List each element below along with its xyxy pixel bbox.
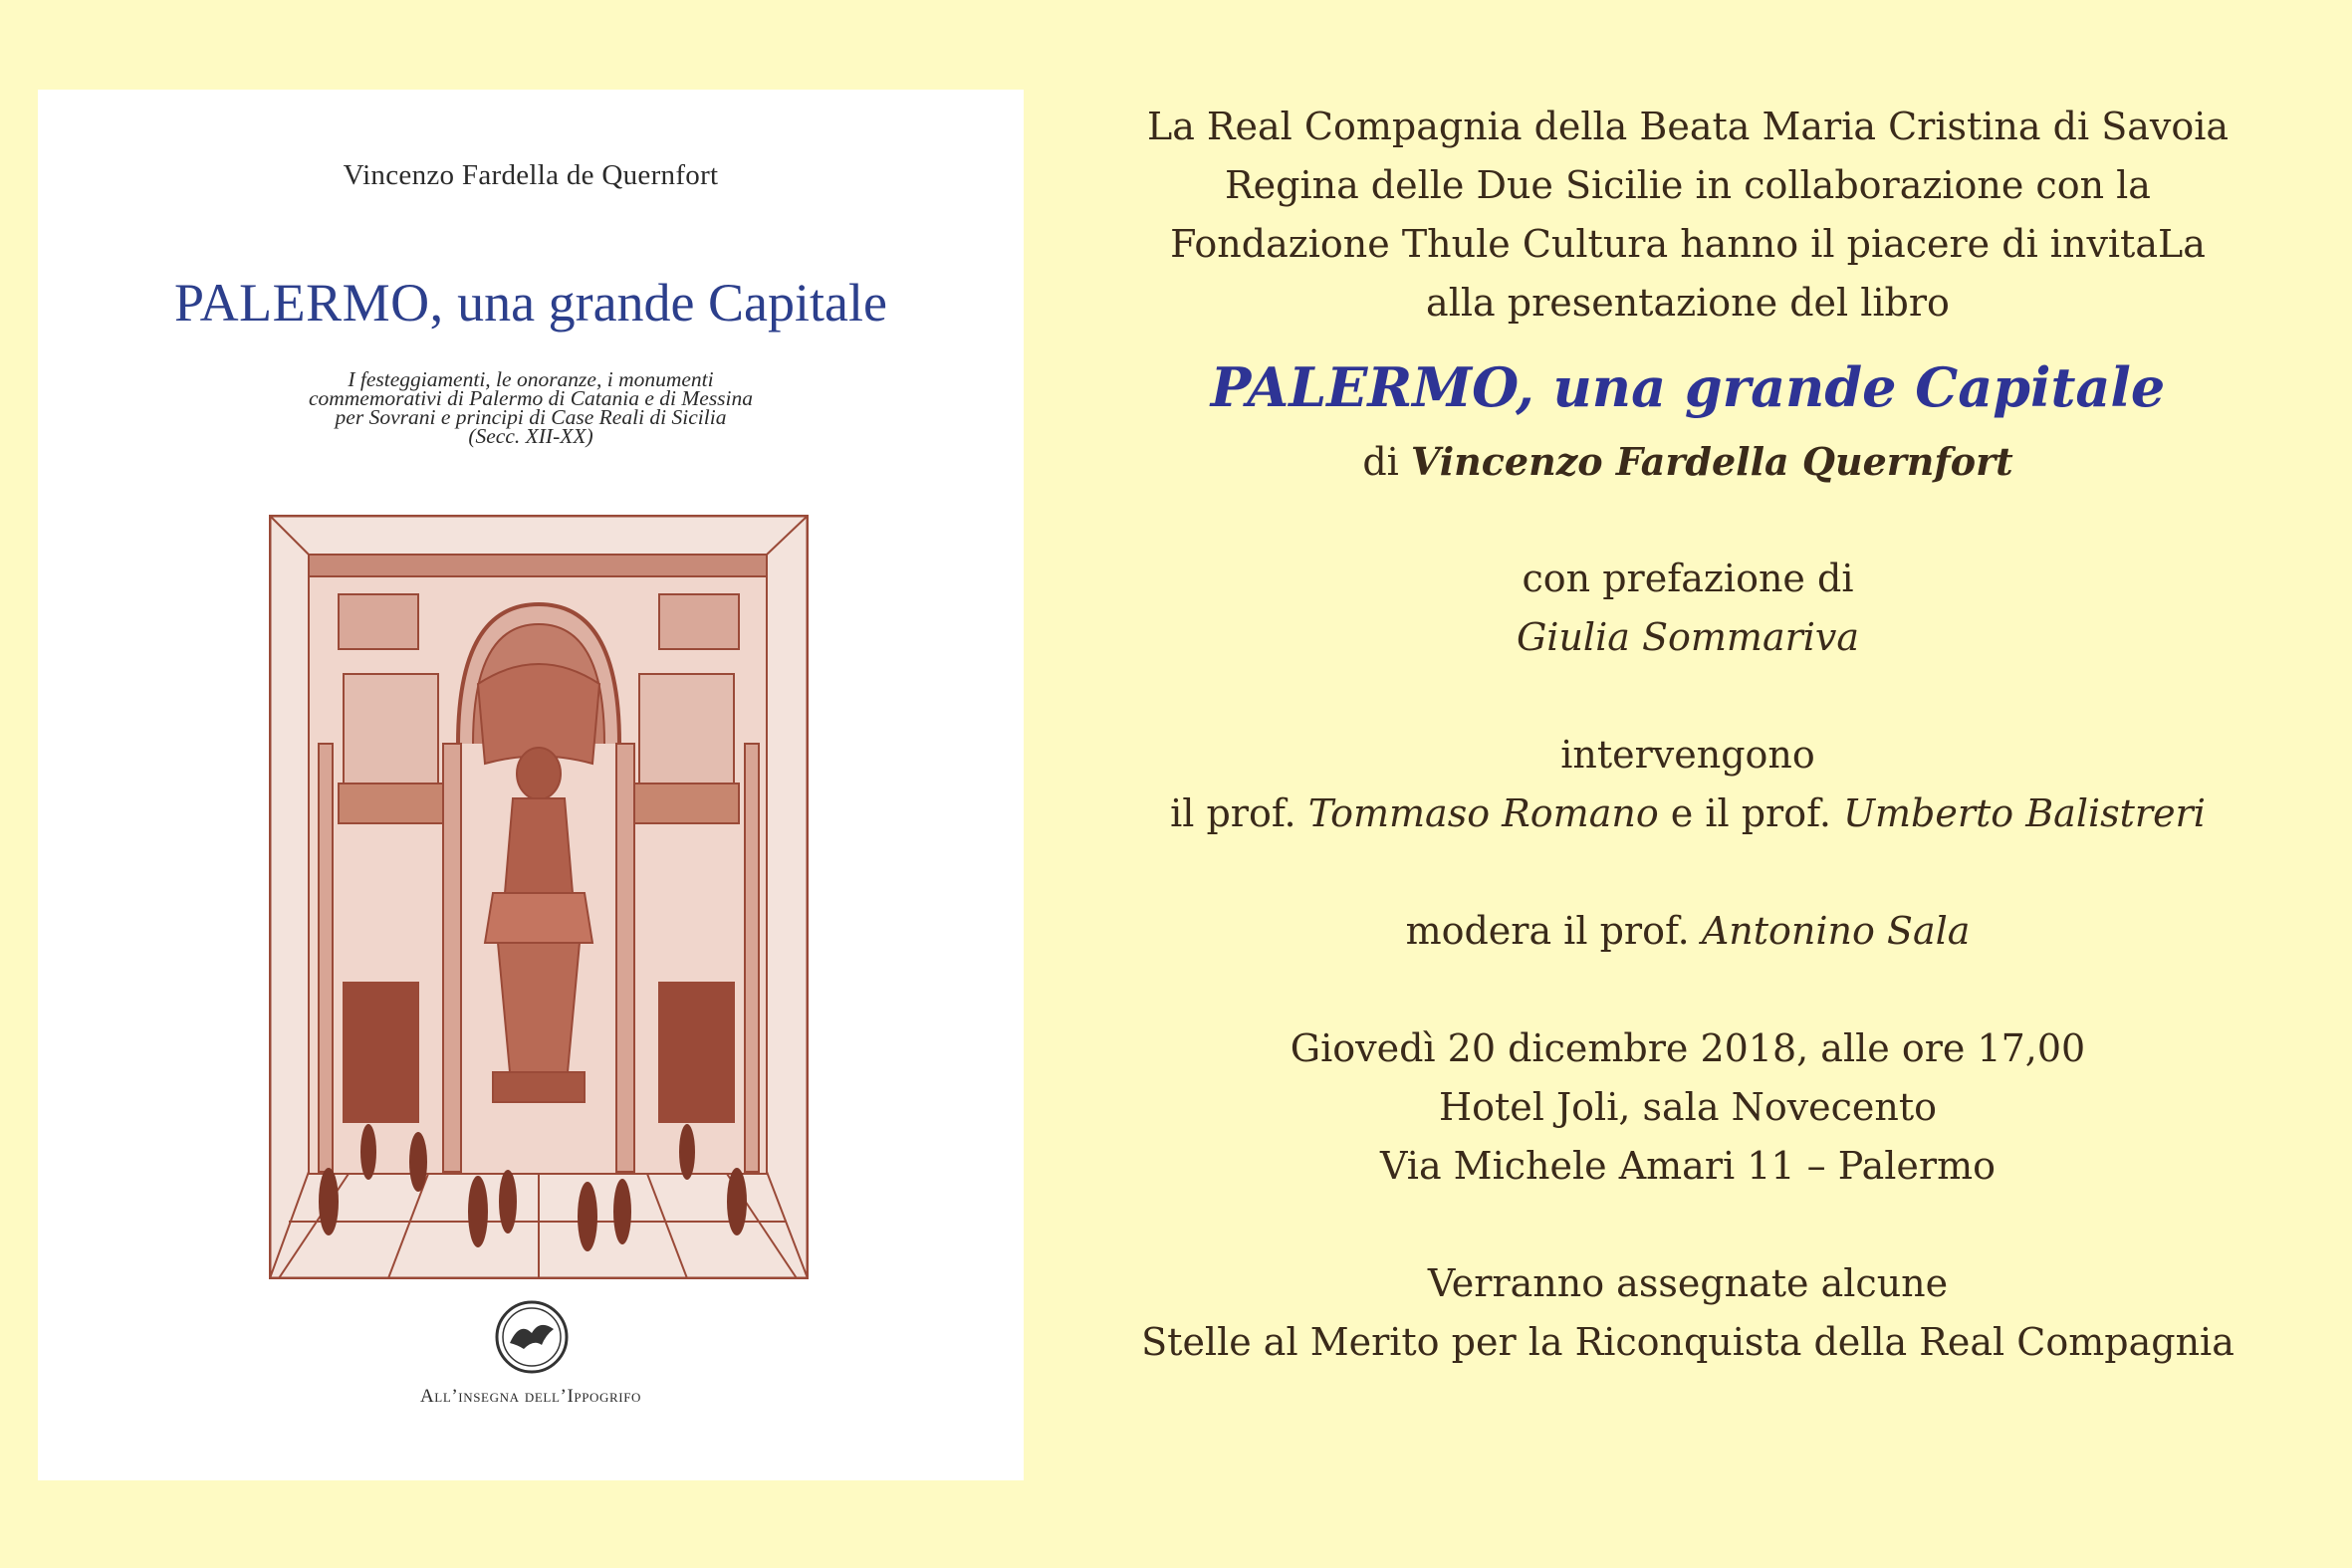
speaker-prefix: e il prof. xyxy=(1658,791,1843,835)
closing-line: Verranno assegnate alcune xyxy=(1427,1261,1949,1305)
moderator-name: Antonino Sala xyxy=(1701,909,1971,953)
cover-subtitle-line: commemorativi di Palermo di Catania e di Messina xyxy=(308,386,754,410)
cover-subtitle xyxy=(38,367,1024,448)
speakers-label: intervengono xyxy=(1560,733,1815,777)
author-line xyxy=(1046,432,2330,491)
intro-line: La Real Compagnia della Beata Maria Cristina di Savoia xyxy=(1146,105,2230,148)
event-venue: Hotel Joli, sala Novecento xyxy=(1438,1085,1938,1129)
publisher-logo xyxy=(494,1299,570,1375)
book-cover xyxy=(38,90,1024,1480)
event-address: Via Michele Amari 11 – Palermo xyxy=(1380,1144,1996,1188)
speaker-prefix: il prof. xyxy=(1170,791,1308,835)
speaker-name: Umberto Balistreri xyxy=(1842,791,2206,835)
cover-title xyxy=(38,272,1024,334)
preface-label: con prefazione di xyxy=(1522,557,1854,600)
cover-subtitle-line: I festeggiamenti, le onoranze, i monumenti xyxy=(348,367,714,391)
cover-title-caps: PALERMO, xyxy=(174,273,444,333)
cover-author: Vincenzo Fardella de Quernfort xyxy=(343,159,719,191)
cover-subtitle-line: (Secc. XII-XX) xyxy=(468,424,593,448)
speaker-name: Tommaso Romano xyxy=(1307,791,1659,835)
author-prefix: di xyxy=(1362,440,1411,484)
intro-line: Fondazione Thule Cultura hanno il piacere di invitaLa xyxy=(1170,222,2206,266)
book-title: PALERMO, una grande Capitale xyxy=(1210,355,2166,419)
book-author: Vincenzo Fardella Quernfort xyxy=(1410,439,2013,484)
preface-author: Giulia Sommariva xyxy=(1516,615,1860,659)
event-date: Giovedì 20 dicembre 2018, alle ore 17,00 xyxy=(1290,1026,2086,1070)
cover-publisher: All’insegna dell’Ippogrifo xyxy=(419,1386,642,1407)
invitation-text xyxy=(1046,98,2330,1372)
cover-subtitle-line: per Sovrani e principi di Case Reali di Sicilia xyxy=(335,405,727,429)
closing-line: Stelle al Merito per la Riconquista della Real Compagnia xyxy=(1141,1320,2234,1364)
moderator-prefix: modera il prof. xyxy=(1405,909,1702,953)
intro-line: alla presentazione del libro xyxy=(1426,281,1950,325)
moderator-line xyxy=(1046,902,2330,961)
speakers-line xyxy=(1046,784,2330,843)
cover-engraving xyxy=(269,515,809,1279)
cover-title-rest: una grande Capitale xyxy=(443,273,887,333)
intro-line: Regina delle Due Sicilie in collaborazione con la xyxy=(1225,163,2151,207)
